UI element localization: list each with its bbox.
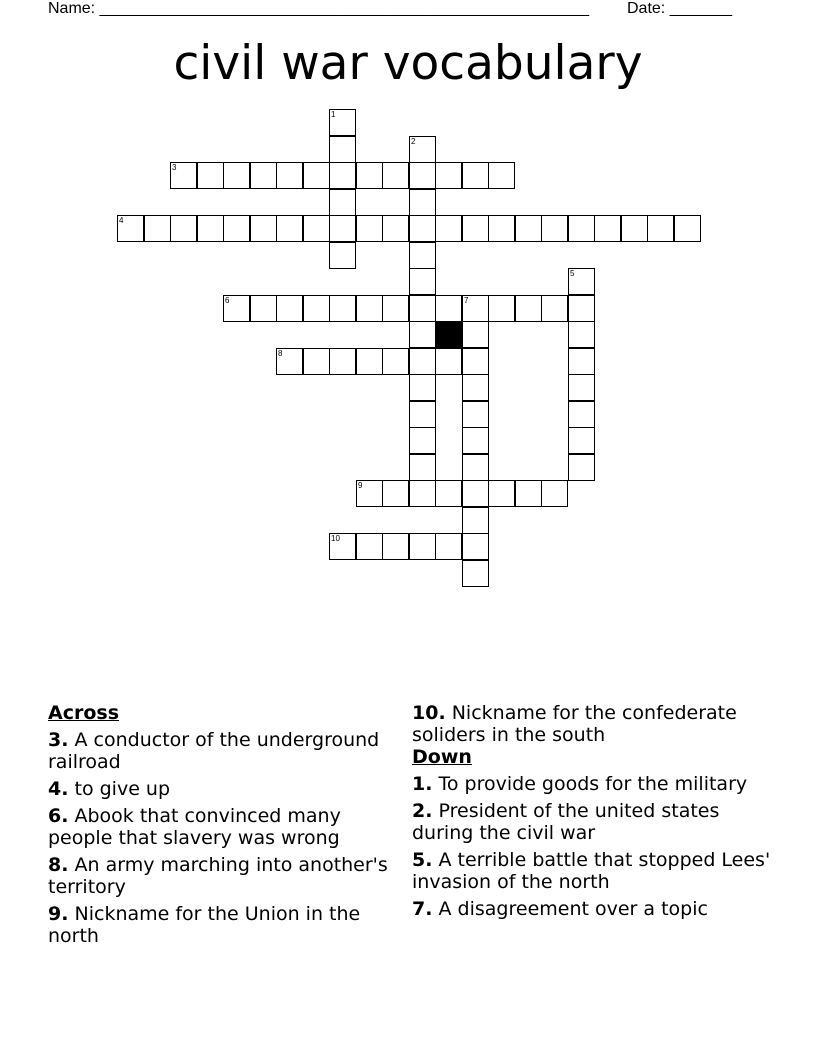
crossword-cell[interactable] xyxy=(568,295,595,322)
crossword-cell[interactable] xyxy=(329,109,356,136)
clue-text: Abook that convinced many people that slavery was wrong xyxy=(48,805,341,849)
clue-number-label: 6 xyxy=(225,296,230,305)
crossword-cell[interactable] xyxy=(356,348,383,375)
crossword-cell[interactable] xyxy=(568,401,595,428)
name-field-label: Name: _______________________________________________________ xyxy=(48,0,589,17)
crossword-cell[interactable] xyxy=(276,295,303,322)
clue-number: 5. xyxy=(412,849,433,871)
crossword-cell[interactable] xyxy=(117,215,144,242)
clue-number-label: 3 xyxy=(172,163,177,172)
crossword-cell[interactable] xyxy=(303,348,330,375)
clue-number: 3. xyxy=(48,729,69,751)
crossword-cell[interactable] xyxy=(435,162,462,189)
crossword-cell[interactable] xyxy=(515,480,542,507)
crossword-cell[interactable] xyxy=(223,215,250,242)
crossword-cell[interactable] xyxy=(462,454,489,481)
crossword-cell[interactable] xyxy=(462,162,489,189)
crossword-cell[interactable] xyxy=(515,295,542,322)
clues-right-column xyxy=(412,702,772,920)
clue-across-9 xyxy=(48,903,388,947)
crossword-cell[interactable] xyxy=(276,162,303,189)
clue-text: to give up xyxy=(74,778,171,800)
crossword-cell[interactable] xyxy=(250,162,277,189)
crossword-cell[interactable] xyxy=(223,162,250,189)
crossword-cell[interactable] xyxy=(488,295,515,322)
clue-number-label: 10 xyxy=(331,534,340,543)
crossword-cell[interactable] xyxy=(197,162,224,189)
crossword-cell[interactable] xyxy=(409,480,436,507)
clue-text: A conductor of the underground railroad xyxy=(48,729,380,773)
crossword-cell[interactable] xyxy=(170,215,197,242)
crossword-cell[interactable] xyxy=(356,480,383,507)
clue-number-label: 7 xyxy=(464,296,469,305)
clue-number: 10. xyxy=(412,702,446,724)
clue-text: Nickname for the Union in the north xyxy=(48,903,361,947)
crossword-cell[interactable] xyxy=(435,348,462,375)
crossword-cell[interactable] xyxy=(144,215,171,242)
crossword-cell[interactable] xyxy=(462,215,489,242)
crossword-cell[interactable] xyxy=(621,215,648,242)
crossword-cell[interactable] xyxy=(250,215,277,242)
clue-number-label: 8 xyxy=(278,349,283,358)
crossword-cell[interactable] xyxy=(197,215,224,242)
crossword-cell[interactable] xyxy=(462,480,489,507)
crossword-cell[interactable] xyxy=(382,215,409,242)
clue-across-6 xyxy=(48,805,388,849)
clue-number: 4. xyxy=(48,778,69,800)
crossword-cell[interactable] xyxy=(568,348,595,375)
crossword-cell[interactable] xyxy=(435,295,462,322)
crossword-cell[interactable] xyxy=(462,427,489,454)
crossword-cell[interactable] xyxy=(409,427,436,454)
clue-number-label: 2 xyxy=(411,137,416,146)
across-heading: Across xyxy=(48,702,120,724)
page-title: civil war vocabulary xyxy=(173,36,643,91)
crossword-cell[interactable] xyxy=(568,427,595,454)
crossword-cell[interactable] xyxy=(488,480,515,507)
crossword-cell[interactable] xyxy=(435,480,462,507)
clue-down-1 xyxy=(412,773,772,795)
crossword-cell[interactable] xyxy=(409,242,436,269)
crossword-cell[interactable] xyxy=(462,560,489,587)
crossword-cell[interactable] xyxy=(382,533,409,560)
crossword-cell[interactable] xyxy=(435,533,462,560)
clue-number: 2. xyxy=(412,800,433,822)
clue-across-3 xyxy=(48,729,388,773)
clue-text: To provide goods for the military xyxy=(438,773,748,795)
clue-number-label: 1 xyxy=(331,110,336,119)
crossword-cell[interactable] xyxy=(568,374,595,401)
crossword-cell[interactable] xyxy=(409,295,436,322)
crossword-cell[interactable] xyxy=(674,215,701,242)
crossword-cell[interactable] xyxy=(329,189,356,216)
crossword-cell[interactable] xyxy=(488,215,515,242)
clue-text: An army marching into another's territory xyxy=(48,854,388,898)
crossword-cell[interactable] xyxy=(462,348,489,375)
clue-across-4 xyxy=(48,778,388,800)
crossword-cell[interactable] xyxy=(409,321,436,348)
crossword-cell[interactable] xyxy=(356,162,383,189)
crossword-cell[interactable] xyxy=(647,215,674,242)
crossword-cell[interactable] xyxy=(541,215,568,242)
crossword-black-cell xyxy=(435,321,462,348)
crossword-cell[interactable] xyxy=(329,215,356,242)
clue-text: A terrible battle that stopped Lees' invasion of the north xyxy=(412,849,771,893)
down-heading: Down xyxy=(412,746,472,768)
crossword-cell[interactable] xyxy=(488,162,515,189)
crossword-cell[interactable] xyxy=(462,374,489,401)
crossword-cell[interactable] xyxy=(409,215,436,242)
crossword-cell[interactable] xyxy=(594,215,621,242)
clue-down-5 xyxy=(412,849,772,893)
crossword-cell[interactable] xyxy=(409,374,436,401)
crossword-cell[interactable] xyxy=(435,215,462,242)
clues-left-column xyxy=(48,702,388,947)
clue-number: 8. xyxy=(48,854,69,876)
crossword-cell[interactable] xyxy=(462,321,489,348)
crossword-cell[interactable] xyxy=(568,268,595,295)
crossword-cell[interactable] xyxy=(382,295,409,322)
clue-text: Nickname for the confederate soliders in the south xyxy=(412,702,737,746)
crossword-cell[interactable] xyxy=(303,295,330,322)
crossword-cell[interactable] xyxy=(409,268,436,295)
clue-across-8 xyxy=(48,854,388,898)
crossword-cell[interactable] xyxy=(568,454,595,481)
crossword-cell[interactable] xyxy=(382,162,409,189)
clue-number: 1. xyxy=(412,773,433,795)
crossword-cell[interactable] xyxy=(276,215,303,242)
crossword-cell[interactable] xyxy=(541,295,568,322)
clue-number-label: 4 xyxy=(119,216,124,225)
crossword-cell[interactable] xyxy=(356,215,383,242)
crossword-cell[interactable] xyxy=(329,136,356,163)
crossword-cell[interactable] xyxy=(409,348,436,375)
crossword-cell[interactable] xyxy=(568,215,595,242)
clue-text: A disagreement over a topic xyxy=(438,898,708,920)
crossword-cell[interactable] xyxy=(329,348,356,375)
crossword-cell[interactable] xyxy=(541,480,568,507)
crossword-cell[interactable] xyxy=(462,533,489,560)
crossword-cell[interactable] xyxy=(382,348,409,375)
clue-number-label: 5 xyxy=(570,269,575,278)
date-field-label: Date: _______ xyxy=(627,0,732,17)
clue-number: 9. xyxy=(48,903,69,925)
crossword-cell[interactable] xyxy=(515,215,542,242)
clue-down-2 xyxy=(412,800,772,844)
crossword-cell[interactable] xyxy=(223,295,250,322)
crossword-cell[interactable] xyxy=(329,295,356,322)
clue-across-10 xyxy=(412,702,772,746)
crossword-cell[interactable] xyxy=(382,480,409,507)
crossword-cell[interactable] xyxy=(409,162,436,189)
crossword-cell[interactable] xyxy=(303,162,330,189)
crossword-cell[interactable] xyxy=(409,454,436,481)
clue-text: President of the united states during the civil war xyxy=(412,800,720,844)
crossword-cell[interactable] xyxy=(462,295,489,322)
crossword-cell[interactable] xyxy=(250,295,277,322)
crossword-cell[interactable] xyxy=(409,189,436,216)
crossword-cell[interactable] xyxy=(462,401,489,428)
crossword-cell[interactable] xyxy=(356,295,383,322)
crossword-cell[interactable] xyxy=(568,321,595,348)
crossword-cell[interactable] xyxy=(462,507,489,534)
crossword-cell[interactable] xyxy=(356,533,383,560)
crossword-cell[interactable] xyxy=(276,348,303,375)
clue-number: 6. xyxy=(48,805,69,827)
crossword-cell[interactable] xyxy=(409,136,436,163)
clue-number: 7. xyxy=(412,898,433,920)
crossword-cell[interactable] xyxy=(329,162,356,189)
crossword-cell[interactable] xyxy=(409,401,436,428)
crossword-cell[interactable] xyxy=(329,242,356,269)
clue-number-label: 9 xyxy=(358,481,363,490)
crossword-cell[interactable] xyxy=(329,533,356,560)
crossword-cell[interactable] xyxy=(170,162,197,189)
crossword-cell[interactable] xyxy=(409,533,436,560)
crossword-cell[interactable] xyxy=(303,215,330,242)
clue-down-7 xyxy=(412,898,772,920)
